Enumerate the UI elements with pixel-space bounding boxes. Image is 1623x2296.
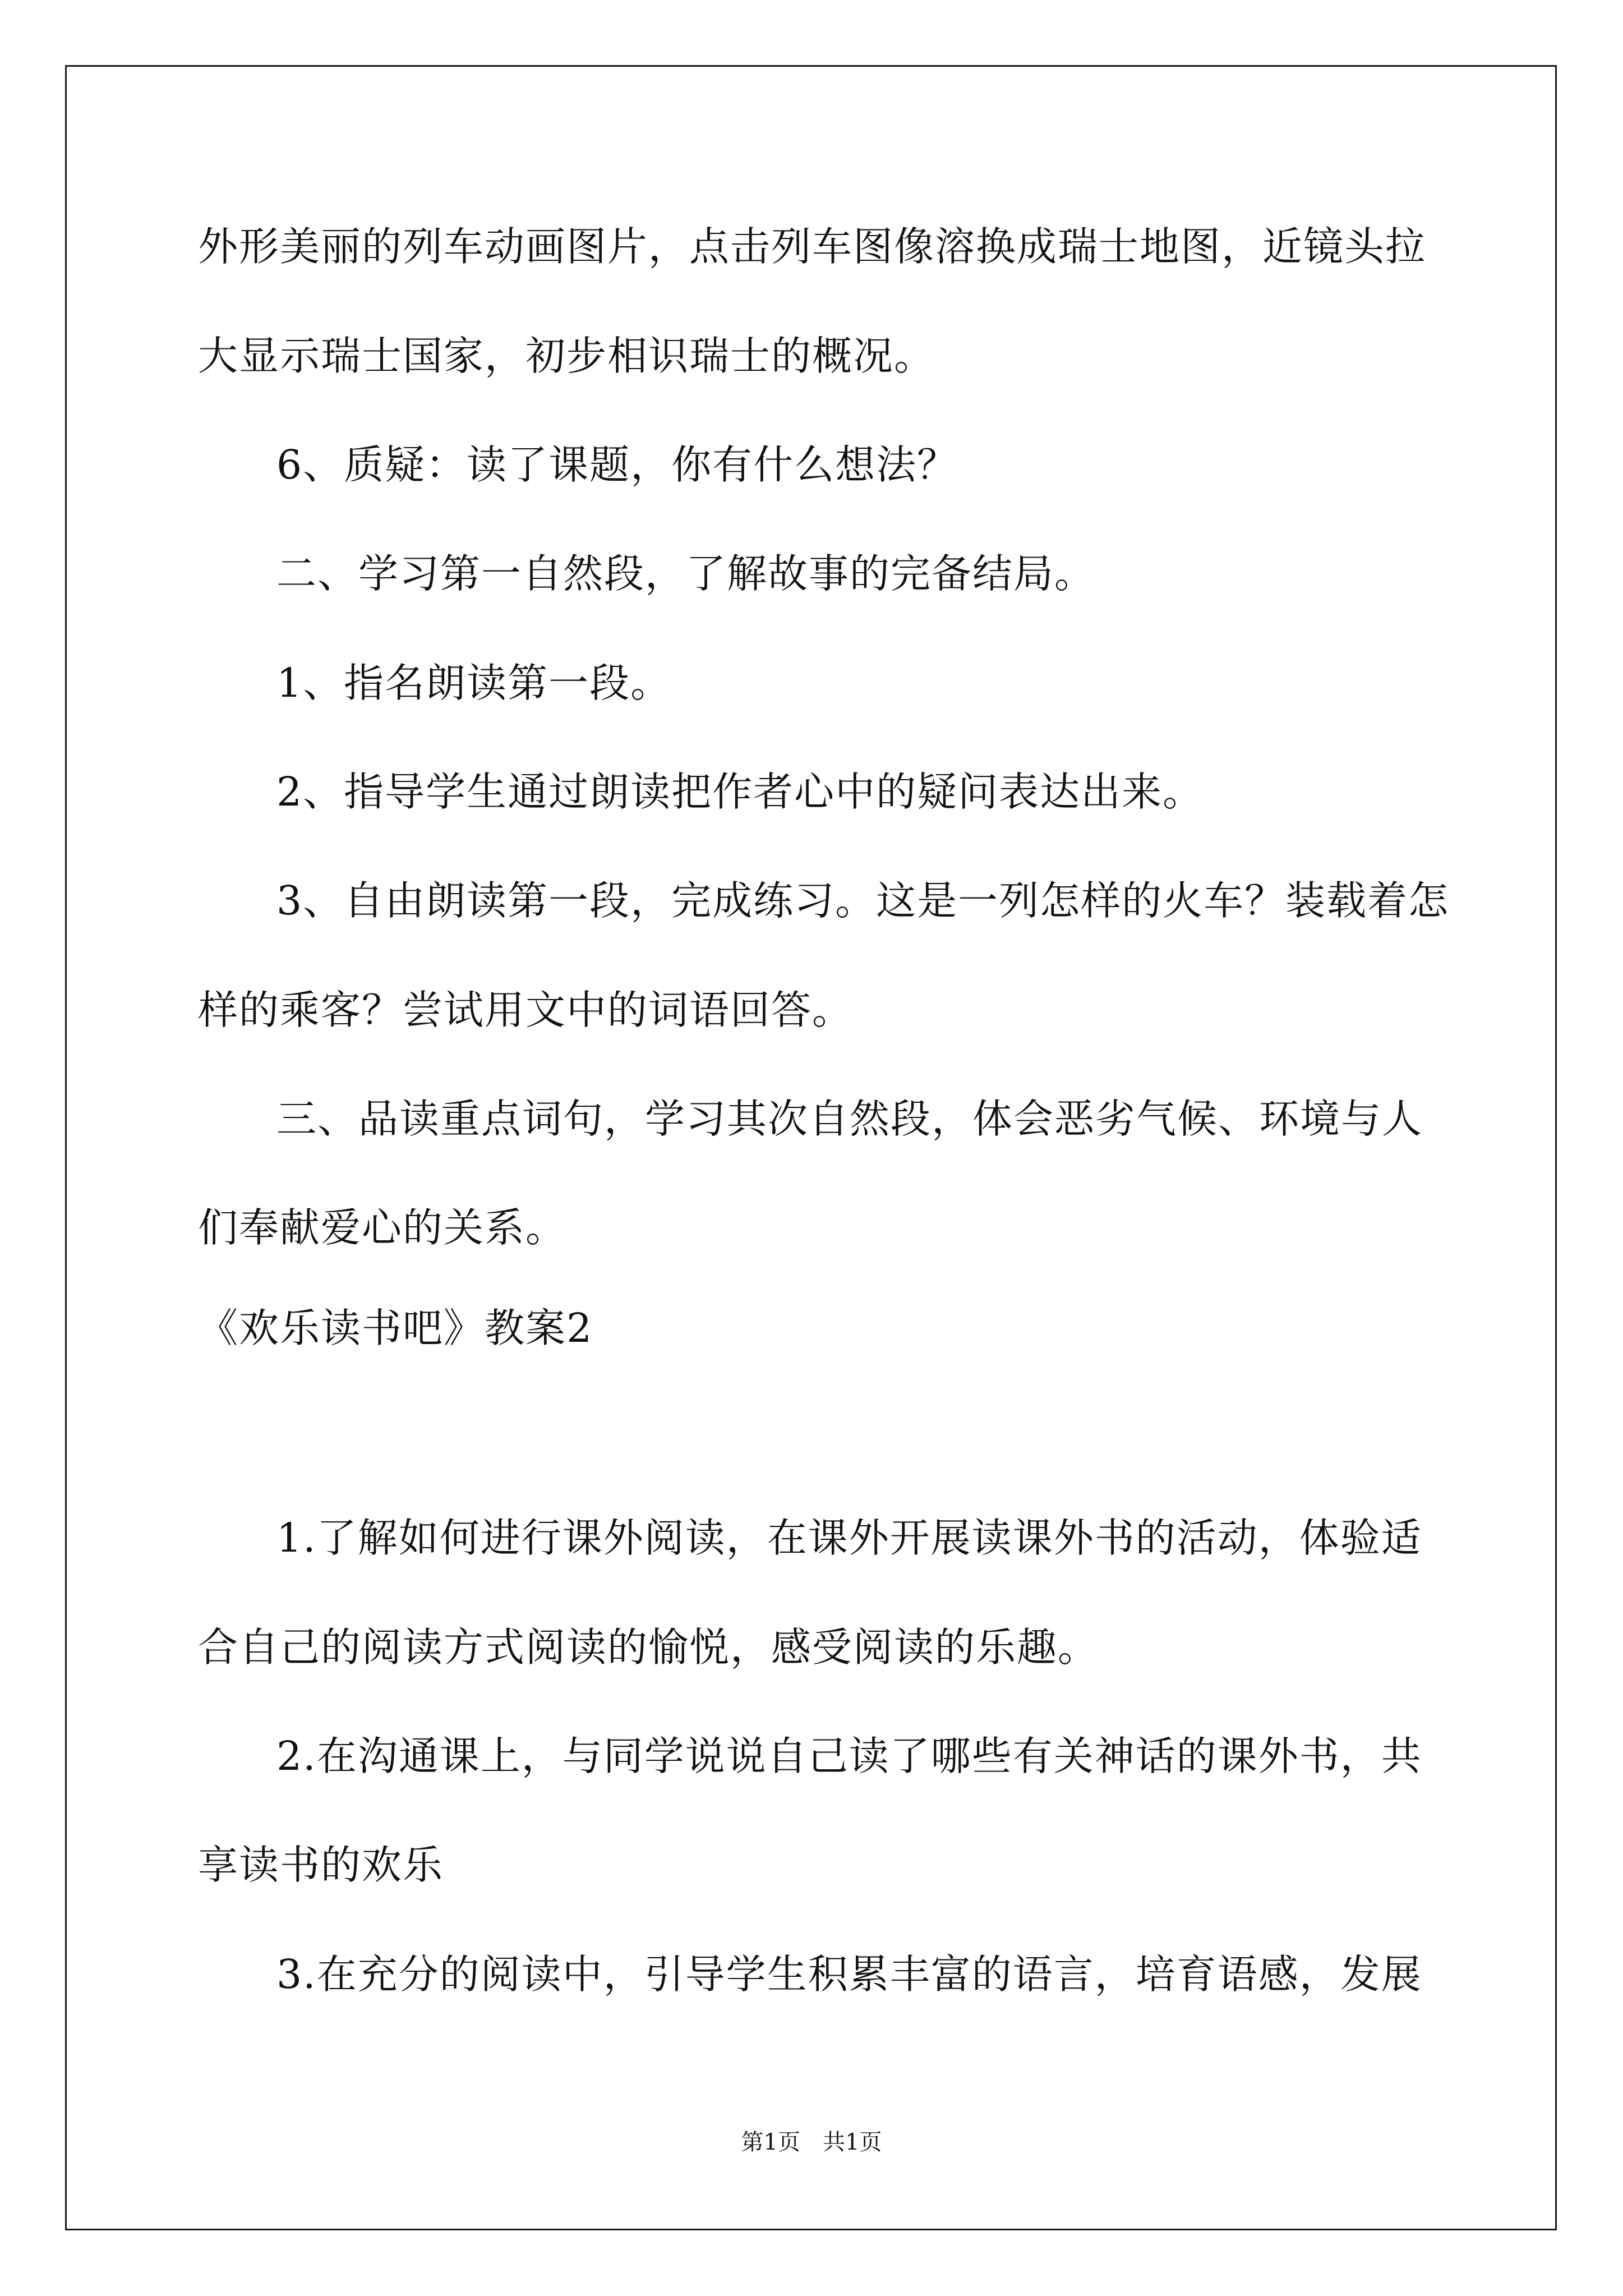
text-line: 1.了解如何进行课外阅读，在课外开展读课外书的活动，体验适 [276, 1515, 1422, 1561]
text-line: 外形美丽的列车动画图片，点击列车图像溶换成瑞士地图，近镜头拉 [198, 223, 1427, 270]
page-border [65, 65, 1557, 2230]
text-line: 6、质疑：读了课题，你有什么想法？ [276, 441, 958, 488]
text-line: 3、自由朗读第一段，完成练习。这是一列怎样的火车？装载着怎 [276, 877, 1450, 924]
text-line: 2.在沟通课上，与同学说说自己读了哪些有关神话的课外书，共 [276, 1733, 1422, 1779]
text-line: 3.在充分的阅读中，引导学生积累丰富的语言，培育语感，发展 [276, 1951, 1422, 1998]
page-footer: 第1页 共1页 [741, 2129, 882, 2155]
text-line: 三、品读重点词句，学习其次自然段，体会恶劣气候、环境与人 [276, 1096, 1423, 1142]
text-line: 二、学习第一自然段，了解故事的完备结局。 [276, 550, 1096, 597]
text-line: 们奉献爱心的关系。 [198, 1204, 567, 1251]
section-title: 《欢乐读书吧》教案2 [198, 1305, 593, 1351]
text-line: 享读书的欢乐 [198, 1842, 444, 1888]
text-line: 合自己的阅读方式阅读的愉悦，感受阅读的乐趣。 [198, 1624, 1099, 1671]
text-line: 样的乘客？尝试用文中的词语回答。 [198, 987, 854, 1033]
text-line: 1、指名朗读第一段。 [276, 660, 672, 706]
text-line: 2、指导学生通过朗读把作者心中的疑问表达出来。 [276, 769, 1204, 815]
text-line: 大显示瑞士国家，初步相识瑞士的概况。 [198, 333, 935, 379]
